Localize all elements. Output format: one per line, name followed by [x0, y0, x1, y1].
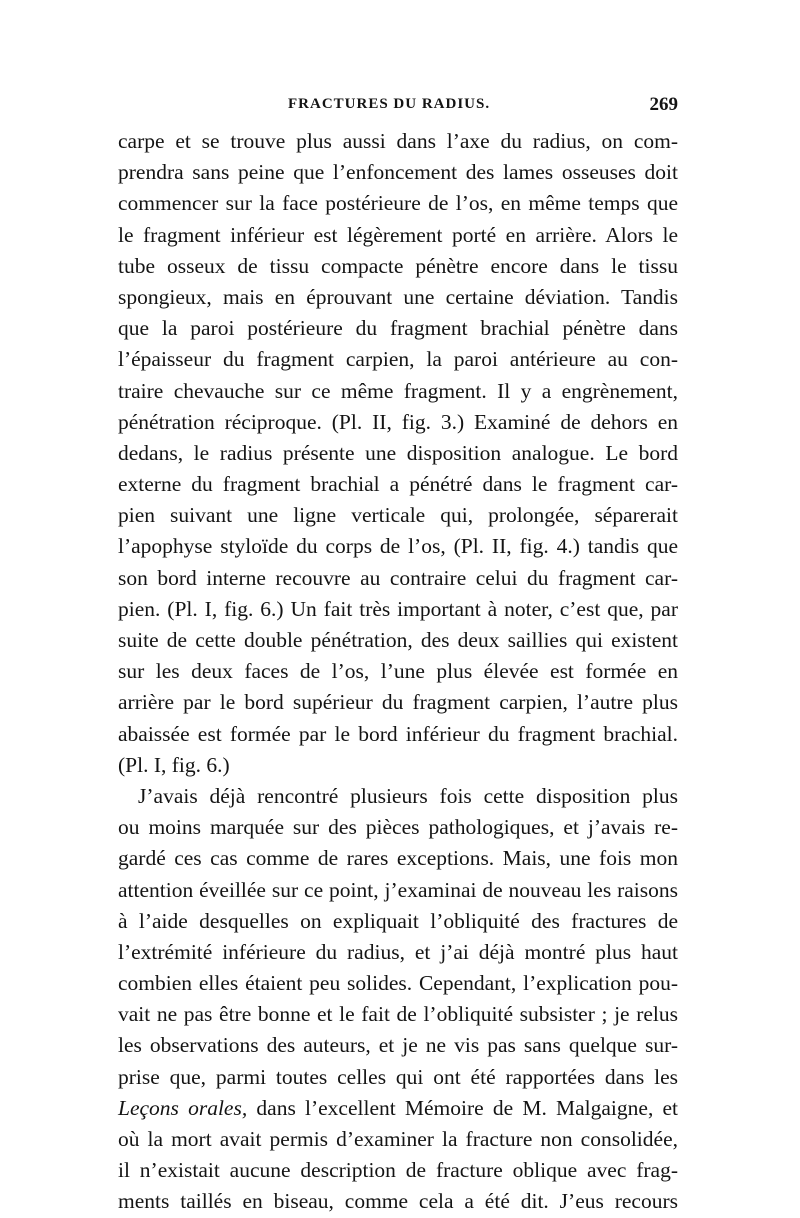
text-line: que la paroi postérieure du fragment brachial pénètre dans [118, 316, 678, 341]
text-line: l’extrémité inférieure du radius, et j’ai déjà montré plus haut [118, 939, 678, 964]
text-line: tube osseux de tissu compacte pénètre encore dans le tissu [118, 253, 678, 278]
text-line: sur les deux faces de l’os, l’une plus élevée est formée en [118, 659, 678, 684]
text-line: prise que, parmi toutes celles qui ont été rapportées dans les [118, 1064, 678, 1089]
italic-title: Leçons orales, [118, 1095, 248, 1120]
text-line: où la mort avait permis d’examiner la fracture non consolidée, [118, 1127, 678, 1151]
text-line: pénétration réciproque. (Pl. II, fig. 3.) Examiné de dehors en [118, 409, 678, 434]
body-text [118, 126, 678, 1218]
paragraph-start-line: J’avais déjà rencontré plusieurs fois cette disposition plus [138, 783, 678, 808]
text-line: abaissée est formée par le bord inférieur du fragment brachial. [118, 721, 678, 746]
text-line: (Pl. I, fig. 6.) [118, 752, 230, 777]
text-line: le fragment inférieur est légèrement porté en arrière. Alors le [118, 222, 678, 247]
text-line: son bord interne recouvre au contraire celui du fragment car- [118, 565, 678, 590]
text-line: attention éveillée sur ce point, j’examinai de nouveau les raisons [118, 877, 678, 902]
text-line: combien elles étaient peu solides. Cependant, l’explication pou- [118, 971, 678, 996]
text-line: prendra sans peine que l’enfoncement des lames osseuses doit [118, 160, 678, 185]
text-line: traire chevauche sur ce même fragment. Il y a engrènement, [118, 378, 678, 403]
text-line: carpe et se trouve plus aussi dans l’axe du radius, on com- [118, 129, 678, 153]
text-line: pien. (Pl. I, fig. 6.) Un fait très important à noter, c’est que, par [118, 596, 678, 621]
text-line: vait ne pas être bonne et le fait de l’obliquité subsister ; je relus [118, 1002, 678, 1027]
text-line: suite de cette double pénétration, des deux saillies qui existent [118, 628, 678, 652]
text-line: pien suivant une ligne verticale qui, prolongée, séparerait [118, 503, 678, 528]
text-line: arrière par le bord supérieur du fragment carpien, l’autre plus [118, 690, 678, 715]
text-line-rest: dans l’excellent Mémoire de M. Malgaigne, et [256, 1095, 679, 1120]
text-line: l’apophyse styloïde du corps de l’os, (Pl. II, fig. 4.) tandis que [118, 534, 678, 559]
text-line: gardé ces cas comme de rares exceptions. Mais, une fois mon [118, 846, 678, 871]
text-line: il n’existait aucune description de fracture oblique avec frag- [118, 1158, 678, 1183]
text-line-with-italic [118, 1093, 678, 1124]
text-line: externe du fragment brachial a pénétré dans le fragment car- [118, 472, 678, 497]
running-title: FRACTURES DU RADIUS. [288, 96, 491, 112]
text-line: spongieux, mais en éprouvant une certaine déviation. Tandis [118, 284, 678, 309]
text-line: l’épaisseur du fragment carpien, la paroi antérieure au con- [118, 347, 678, 372]
text-line: commencer sur la face postérieure de l’os, en même temps que [118, 191, 678, 216]
text-line: ments taillés en biseau, comme cela a été dit. J’eus recours [118, 1189, 678, 1214]
text-line: les observations des auteurs, et je ne vis pas sans quelque sur- [118, 1033, 678, 1058]
page-number: 269 [649, 94, 678, 115]
text-line: à l’aide desquelles on expliquait l’obliquité des fractures de [118, 908, 678, 933]
running-head [118, 96, 678, 120]
text-line: ou moins marquée sur des pièces pathologiques, et j’avais re- [118, 815, 678, 840]
text-line: dedans, le radius présente une disposition analogue. Le bord [118, 440, 678, 465]
